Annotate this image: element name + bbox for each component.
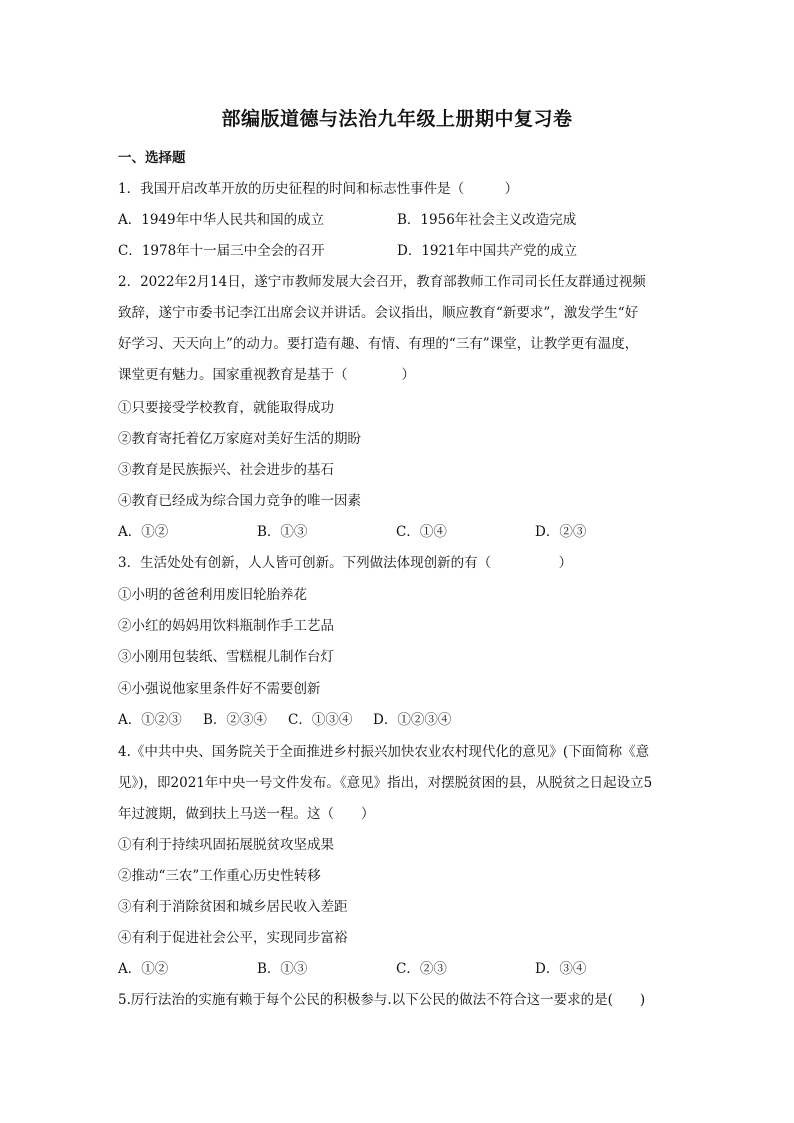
question-4-item: ④有利于促进社会公平，实现同步富裕: [118, 930, 348, 946]
question-3-item: ①小明的爸爸利用废旧轮胎养花: [118, 587, 307, 603]
question-4-item: ①有利于持续巩固拓展脱贫攻坚成果: [118, 837, 334, 853]
question-2-item: ②教育寄托着亿万家庭对美好生活的期盼: [118, 431, 361, 447]
question-2-option-c[interactable]: C．①④: [396, 524, 447, 540]
question-1-stem: 1．我国开启改革开放的历史征程的时间和标志性事件是（ ）: [118, 181, 519, 197]
question-4-item: ③有利于消除贫困和城乡居民收入差距: [118, 899, 348, 915]
question-4-option-a[interactable]: A．①②: [118, 961, 169, 977]
question-2-line: 2．2022年2月14日，遂宁市教师发展大会召开，教育部教师工作司司长任友群通过视频: [118, 274, 646, 290]
question-3-item: ②小红的妈妈用饮料瓶制作手工艺品: [118, 618, 334, 634]
question-3-option-d[interactable]: D．①②③④: [373, 712, 452, 728]
question-1-option-b[interactable]: B．1956年社会主义改造完成: [397, 212, 577, 228]
question-2-line: 课堂更有魅力。国家重视教育是基于（ ）: [118, 367, 415, 383]
question-2-item: ③教育是民族振兴、社会进步的基石: [118, 462, 334, 478]
question-4-line: 年过渡期，做到扶上马送一程。这（ ）: [118, 806, 375, 822]
question-4-item: ②推动“三农”工作重心历史性转移: [118, 868, 321, 884]
question-2-option-a[interactable]: A．①②: [118, 524, 169, 540]
question-2-option-b[interactable]: B．①③: [257, 524, 308, 540]
question-2-line: 致辞，遂宁市委书记李江出席会议并讲话。会议指出，顺应教育“新要求”，激发学生“好: [118, 305, 639, 321]
question-3-stem: 3．生活处处有创新，人人皆可创新。下列做法体现创新的有（ ）: [118, 555, 573, 571]
question-1-option-c[interactable]: C．1978年十一届三中全会的召开: [118, 243, 325, 259]
question-1-option-d[interactable]: D．1921年中国共产党的成立: [397, 243, 578, 259]
question-4-option-c[interactable]: C．②③: [396, 961, 447, 977]
question-4-option-d[interactable]: D．③④: [535, 961, 587, 977]
question-2-line: 好学习、天天向上”的动力。要打造有趣、有情、有理的“三有”课堂，让教学更有温度，: [118, 336, 639, 352]
question-2-option-d[interactable]: D．②③: [535, 524, 587, 540]
question-4-option-b[interactable]: B．①③: [257, 961, 308, 977]
page-title: 部编版道德与法治九年级上册期中复习卷: [221, 108, 573, 130]
section-heading: 一、选择题: [118, 150, 186, 166]
question-5-stem: 5.厉行法治的实施有赖于每个公民的积极参与.以下公民的做法不符合这一要求的是( ): [118, 992, 646, 1008]
question-3-option-b[interactable]: B．②③④: [203, 712, 267, 728]
question-3-item: ③小刚用包装纸、雪糕棍儿制作台灯: [118, 649, 334, 665]
question-4-line: 见》)，即2021年中央一号文件发布。《意见》指出，对摆脱贫困的县，从脱贫之日起设立5: [118, 775, 653, 791]
question-3-item: ④小强说他家里条件好不需要创新: [118, 681, 321, 697]
question-1-option-a[interactable]: A．1949年中华人民共和国的成立: [118, 212, 325, 228]
question-3-option-c[interactable]: C．①③④: [288, 712, 353, 728]
question-2-item: ④教育已经成为综合国力竞争的唯一因素: [118, 493, 361, 509]
question-4-line: 4.《中共中央、国务院关于全面推进乡村振兴加快农业农村现代化的意见》(下面简称《意: [118, 744, 650, 760]
question-2-item: ①只要接受学校教育，就能取得成功: [118, 400, 334, 416]
question-3-option-a[interactable]: A．①②③: [118, 712, 182, 728]
